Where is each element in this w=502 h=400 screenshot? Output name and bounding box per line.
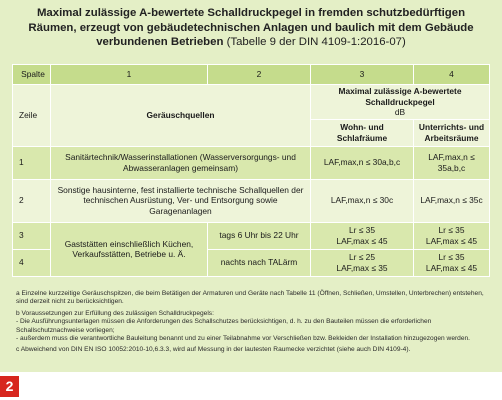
row-1-source: Sanitärtechnik/Wasserinstallationen (Wasserversorgungs- und Abwasseranlagen gemeinsam) <box>51 146 311 179</box>
row-3-time: tags 6 Uhr bis 22 Uhr <box>208 222 311 249</box>
max-level-header <box>311 85 490 120</box>
column-2-number: 2 <box>208 65 311 85</box>
wohn-header: Wohn- und Schlafräume <box>311 119 414 146</box>
column-4-number: 4 <box>414 65 490 85</box>
column-number-row <box>13 65 490 85</box>
max-level-unit: dB <box>394 107 406 118</box>
row-4-wohn-lr: Lr ≤ 25 <box>348 252 375 263</box>
row-2-wohn-value: LAF,max,n ≤ 30c <box>311 179 414 222</box>
table-title <box>14 6 488 50</box>
table-row <box>13 179 490 222</box>
table-row <box>13 222 490 249</box>
row-3-wohn-lafmax: LAF,max ≤ 45 <box>336 235 388 246</box>
column-1-number: 1 <box>51 65 208 85</box>
unterricht-header: Unterrichts- und Arbeitsräume <box>414 119 490 146</box>
row-4-unterricht-lafmax: LAF,max ≤ 45 <box>425 262 478 273</box>
noise-limit-table <box>12 64 490 277</box>
row-3-unterricht-value <box>414 222 490 249</box>
row-4-number: 4 <box>13 249 51 276</box>
row-3-source: Gaststätten einschließlich Küchen, Verkaufsstätten, Betriebe u. Ä. <box>51 222 208 276</box>
row-4-wohn-lafmax: LAF,max ≤ 35 <box>336 262 388 273</box>
row-3-unterricht-lafmax: LAF,max ≤ 45 <box>425 235 478 246</box>
footnote-b-item-2: - außerdem muss die verantwortliche Bauleitung benannt und zu einer Teilabnahme vor Verschließen bzw. Bekleiden der Installation hinzugezogen werden. <box>16 335 471 343</box>
footnote-b-item-1: - Die Ausführungsunterlagen müssen die Anforderungen des Schallschutzes berücksichtigen, d. h. zu den Bauteilen müssen die erforderlichen Schallschutznachweise vorliegen; <box>16 318 432 334</box>
zeile-label: Zeile <box>13 85 51 147</box>
max-level-title: Maximal zulässige A-bewertete Schalldruckpegel <box>338 86 462 107</box>
row-2-number: 2 <box>13 179 51 222</box>
row-2-source: Sonstige hausinterne, fest installierte technische Schallquellen der technischen Ausrüstung, Ver- und Entsorgung sowie Garagenanlagen <box>51 179 311 222</box>
row-3-number: 3 <box>13 222 51 249</box>
row-4-unterricht-value <box>414 249 490 276</box>
table-row <box>13 146 490 179</box>
row-1-number: 1 <box>13 146 51 179</box>
footnote-b-intro: b Voraussetzungen zur Erfüllung des zulässigen Schalldruckpegels: <box>16 309 214 317</box>
row-4-time: nachts nach TALärm <box>208 249 311 276</box>
figure-number-badge: 2 <box>0 376 19 397</box>
spalte-label: Spalte <box>13 65 51 85</box>
title-reference: (Tabelle 9 der DIN 4109-1:2016-07) <box>226 36 406 49</box>
row-4-unterricht-lr: Lr ≤ 35 <box>438 252 465 263</box>
row-3-wohn-value <box>311 222 414 249</box>
row-1-wohn-value: LAF,max,n ≤ 30a,b,c <box>311 146 414 179</box>
header-row-top <box>13 85 490 120</box>
geraeuschquellen-header: Geräuschquellen <box>51 85 311 147</box>
footnote-a: a Einzelne kurzzeitige Geräuschspitzen, die beim Betätigen der Armaturen und Geräte nach Tabelle 11 (Öffnen, Schließen, Umstellen, Unterbrechen) entstehen, sind derzeit nicht zu berücksichtigen. <box>16 290 484 306</box>
row-1-unterricht-value: LAF,max,n ≤ 35a,b,c <box>414 146 490 179</box>
row-3-unterricht-lr: Lr ≤ 35 <box>438 225 465 236</box>
row-3-wohn-lr: Lr ≤ 35 <box>348 225 375 236</box>
footnotes <box>16 290 490 358</box>
title-main: Maximal zulässige A-bewertete Schalldruckpegel in fremden schutzbedürftigen Räumen, erzeugt von gebäudetechnischen Anlagen und baulich mit dem Gebäude verbundenen Betrieben <box>28 7 474 49</box>
column-3-number: 3 <box>311 65 414 85</box>
row-2-unterricht-value: LAF,max,n ≤ 35c <box>414 179 490 222</box>
footnote-c: c Abweichend von DIN EN ISO 10052:2010-10,6.3.3, wird auf Messung in der lautesten Raumecke verzichtet (siehe auch DIN 4109-4). <box>16 346 411 354</box>
row-4-wohn-value <box>311 249 414 276</box>
